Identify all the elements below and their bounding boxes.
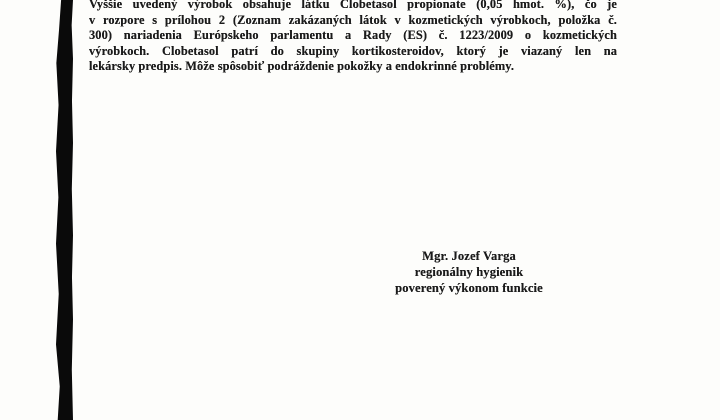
body-paragraph: [89, 0, 617, 75]
scan-edge-artifact: [56, 0, 73, 420]
paragraph-line: lekársky predpis. Môže spôsobiť podráždenie pokožky a endokrinné problémy.: [89, 59, 515, 74]
paragraph-line: Vyššie uvedený výrobok obsahuje látku Clobetasol propionate (0,05 hmot. %), čo je: [89, 0, 617, 11]
signature-block: [349, 249, 589, 296]
paragraph-line: v rozpore s prílohou 2 (Zoznam zakázaných látok v kozmetických výrobkoch, položka č.: [89, 12, 617, 27]
paragraph-line: 300) nariadenia Európskeho parlamentu a Rady (ES) č. 1223/2009 o kozmetických: [89, 28, 617, 43]
signatory-name: Mgr. Jozef Varga: [422, 249, 516, 263]
signatory-role: poverený výkonom funkcie: [395, 280, 543, 295]
paragraph-line: výrobkoch. Clobetasol patrí do skupiny kortikosteroidov, ktorý je viazaný len na: [89, 43, 617, 58]
signatory-title: regionálny hygienik: [414, 264, 524, 279]
